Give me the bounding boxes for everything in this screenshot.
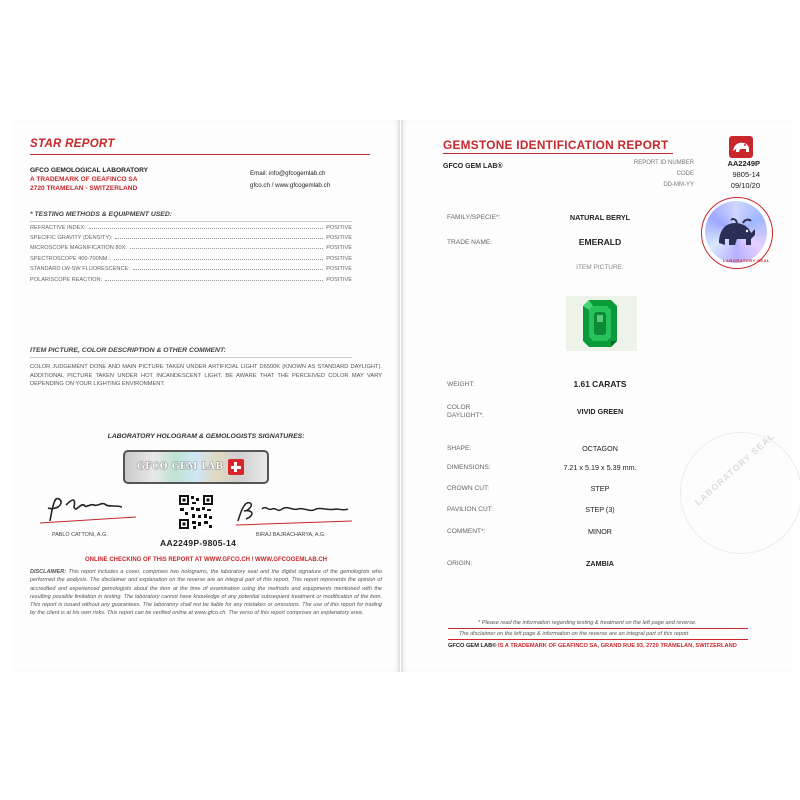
star-report-title: STAR REPORT xyxy=(30,138,115,150)
test-label: STANDARD LW-SW FLUORESCENCE: xyxy=(30,266,130,272)
color-value: VIVID GREEN xyxy=(576,407,624,416)
footer-text: IS A TRADEMARK OF GEAFINCO SA, GRAND RUE 93, 2720 TRAMELAN, SWITZERLAND xyxy=(496,643,737,649)
footer-brand: GFCO GEM LAB® xyxy=(448,643,497,649)
color-label-line1: COLOR xyxy=(447,404,471,411)
crown-cut-label: CROWN CUT: xyxy=(447,485,490,492)
hologram-text: GFCO GEM LAB xyxy=(137,462,224,472)
dimensions-label: DIMENSIONS: xyxy=(447,464,491,471)
comment-text: COLOR JUDGEMENT DONE AND MAIN PICTURE TAKEN UNDER ARTIFICIAL LIGHT D6500K (KNOWN AS STANDARD DAYLIGHT). ADDITIONAL PICTURE TAKEN UNDER HOT INCANDESCENT LIGHT. BE AWARE THAT THE PERCEIVED COLOR MAY VARY DEPENDING ON YOUR LIGHTING ENVIRONMENT. xyxy=(30,364,382,387)
test-row xyxy=(30,277,352,283)
lab-name: GFCO GEMOLOGICAL LABORATORY xyxy=(30,167,149,174)
trade-name-label: TRADE NAME: xyxy=(447,239,493,246)
comment-divider xyxy=(30,357,352,358)
signature-1 xyxy=(36,495,146,525)
meta-value: AA2249P xyxy=(727,159,760,168)
lab-address-block xyxy=(30,166,148,193)
test-value: POSITIVE xyxy=(326,266,352,272)
test-value: POSITIVE xyxy=(326,256,352,262)
origin-label: ORIGIN: xyxy=(447,560,473,567)
weight-value: 1.61 CARATS xyxy=(573,379,627,389)
watermark-text: LABORATORY SEAL xyxy=(693,430,777,508)
contact-email: Email: info@gfcogemlab.ch xyxy=(250,170,326,177)
right-title-divider xyxy=(443,153,673,154)
signature-2-name: BIRAJ BAJRACHARYA, A.G. xyxy=(256,532,326,538)
report-code: AA2249P-9805-14 xyxy=(160,538,237,548)
color-label-line2: DAYLIGHT*: xyxy=(447,412,484,419)
color-label xyxy=(447,404,484,420)
meta-value: 9805-14 xyxy=(732,170,760,179)
family-value: NATURAL BERYL xyxy=(569,213,631,222)
signature-1-name: PABLO CATTONI, A.G. xyxy=(52,532,108,538)
testing-divider xyxy=(30,221,352,222)
meta-value: 09/10/20 xyxy=(730,181,760,190)
footer-trademark xyxy=(448,643,737,649)
lab-trademark: A TRADEMARK OF GEAFINCO SA xyxy=(30,176,138,183)
footer-divider-1 xyxy=(448,628,748,629)
test-row xyxy=(30,225,352,231)
lab-subtitle: GFCO GEM LAB® xyxy=(443,163,503,170)
test-value: POSITIVE xyxy=(326,245,352,251)
test-row xyxy=(30,245,352,251)
disclaimer xyxy=(30,568,382,618)
dimensions-value: 7.21 x 5.19 x 5.39 mm. xyxy=(563,463,637,472)
footnote-1: * Please read the information regarding testing & treatment on the left page and reverse. xyxy=(478,620,697,626)
test-label: MICROSCOPE MAGNIFICATION 80X: xyxy=(30,245,127,251)
gemstone-report-title: GEMSTONE IDENTIFICATION REPORT xyxy=(443,138,669,152)
lab-address: 2720 TRAMELAN - SWITZERLAND xyxy=(30,185,138,192)
test-row xyxy=(30,235,352,241)
disclaimer-text: This report includes a cover, comprises two holograms, the laboratory seal and the digital signature of the gemologists who performed the analysis. The disclaimer and explanation on the reverse are an integral part of this report. This report represents the opinion of accredited and experienced gemologists about the item at the time of examination using the methods and equipments mentioned with the resulting possible limitation in testing. The laboratory cannot have knowledge of any potential subsequent treatment or modification of the item. This report is issued without any guarantees. The laboratory shall not be liable for any mistakes or omissions. The use of this report for trading by the client is at his own risks. This report can be verified online at www.gfco.ch. The verso of this report comprises an explanatory area. xyxy=(30,569,382,617)
shape-label: SHAPE: xyxy=(447,445,472,452)
test-label: REFRACTIVE INDEX: xyxy=(30,225,86,231)
test-label: SPECIFIC GRAVITY (DENSITY): xyxy=(30,235,113,241)
contact-block xyxy=(250,168,330,192)
hologram xyxy=(123,450,269,484)
test-value: POSITIVE xyxy=(326,235,352,241)
test-label: SPECTROSCOPE 400-700NM.: xyxy=(30,256,111,262)
test-label: POLARISCOPE REACTION: xyxy=(30,277,103,283)
meta-label: REPORT ID NUMBER xyxy=(633,160,694,166)
watermark-seal xyxy=(680,432,800,554)
emerald-gem-icon xyxy=(583,300,617,347)
footnote-2: The disclaimer on the left page & information on the reverse are an integral part of this report xyxy=(459,631,689,637)
test-row xyxy=(30,256,352,262)
contact-web: gfco.ch / www.gfcogemlab.ch xyxy=(250,182,331,189)
shape-value: OCTAGON xyxy=(582,444,618,453)
pavilion-cut-value: STEP (3) xyxy=(585,505,615,514)
gfco-logo-icon xyxy=(729,136,753,158)
family-label: FAMILY/SPECIE*: xyxy=(447,214,501,221)
swiss-cross-icon xyxy=(228,459,244,475)
signature-2 xyxy=(232,497,357,527)
meta-label: CODE xyxy=(676,171,694,177)
test-row xyxy=(30,266,352,272)
test-value: POSITIVE xyxy=(326,277,352,283)
weight-label: WEIGHT: xyxy=(447,381,475,388)
seal-label: LABORATORY SEAL xyxy=(723,258,770,263)
bull-emblem-icon xyxy=(713,215,759,249)
testing-heading: * TESTING METHODS & EQUIPMENT USED: xyxy=(30,211,172,218)
trade-name-value: EMERALD xyxy=(578,237,622,247)
origin-value: ZAMBIA xyxy=(586,559,614,568)
hologram-heading: LABORATORY HOLOGRAM & GEMOLOGISTS SIGNATURES: xyxy=(107,433,305,440)
test-value: POSITIVE xyxy=(326,225,352,231)
title-divider xyxy=(30,154,370,155)
crown-cut-value: STEP xyxy=(590,484,610,493)
comment-heading: ITEM PICTURE, COLOR DESCRIPTION & OTHER COMMENT: xyxy=(30,347,226,354)
disclaimer-label: DISCLAIMER: xyxy=(30,569,67,575)
comment-value: MINOR xyxy=(588,527,612,536)
comment-label: COMMENT*: xyxy=(447,528,486,535)
item-picture-label: ITEM PICTURE: xyxy=(576,264,624,271)
pavilion-cut-label: PAVILION CUT: xyxy=(447,506,493,513)
footer-divider-2 xyxy=(448,639,748,640)
online-check: ONLINE CHECKING OF THIS REPORT AT WWW.GFCO.CH / WWW.GFCOGEMLAB.CH xyxy=(85,557,327,563)
qr-code-icon xyxy=(178,494,214,530)
meta-label: DD-MM-YY xyxy=(663,182,694,188)
